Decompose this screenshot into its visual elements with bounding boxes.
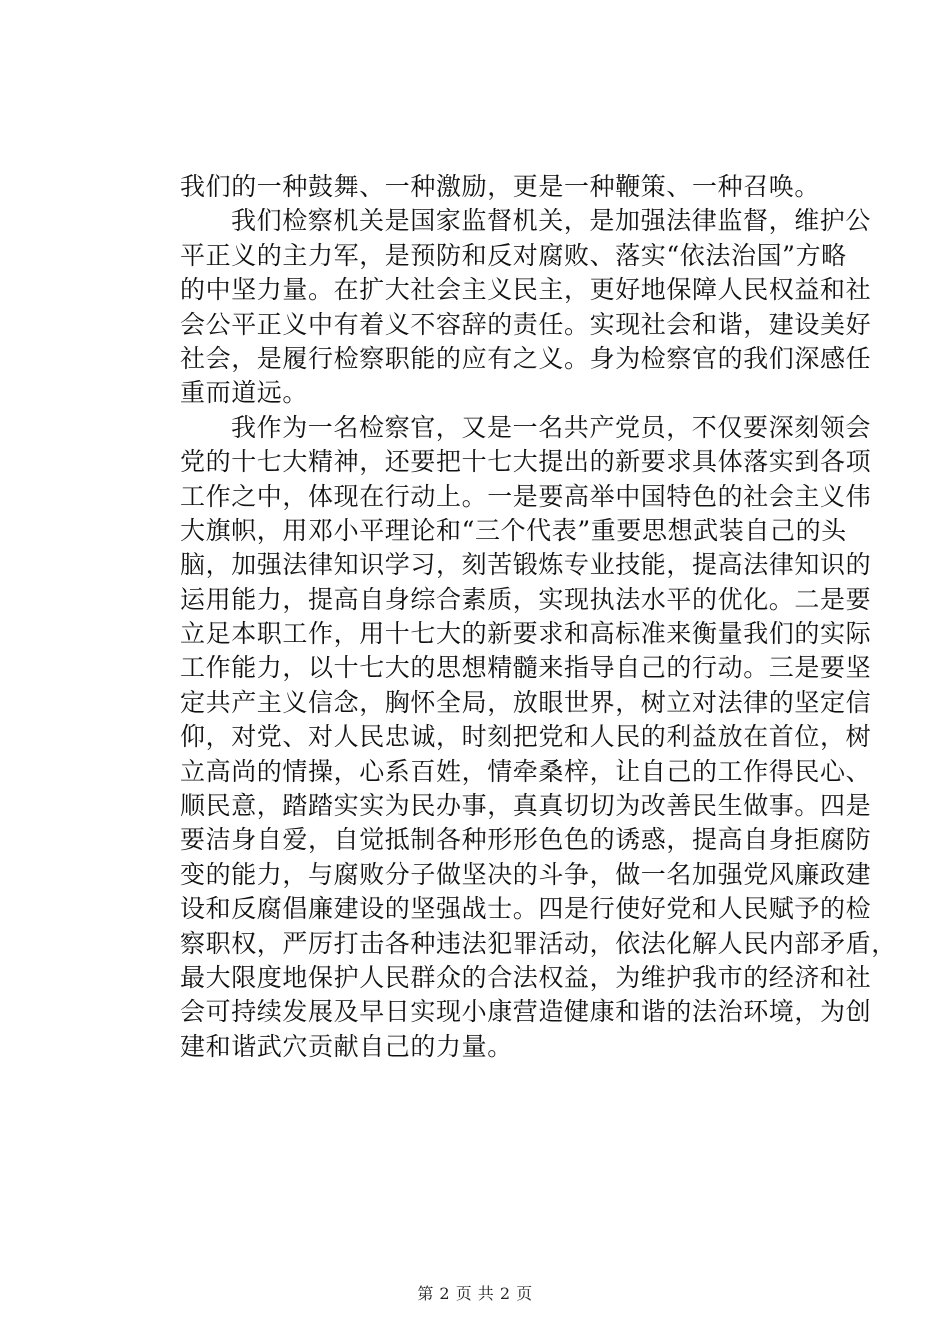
text-line: 定共产主义信念，胸怀全局，放眼世界，树立对法律的坚定信 — [180, 687, 872, 717]
text-line: 会公平正义中有着义不容辞的责任。实现社会和谐，建设美好 — [180, 309, 872, 339]
text-line: 建和谐武穴贡献自己的力量。 — [180, 1031, 513, 1061]
text-line: 的中坚力量。在扩大社会主义民主，更好地保障人民权益和社 — [180, 275, 872, 305]
text-line: 最大限度地保护人民群众的合法权益，为维护我市的经济和社 — [180, 962, 872, 992]
text-line: 察职权，严厉打击各种违法犯罪活动，依法化解人民内部矛盾， — [180, 928, 897, 958]
text-line: 重而道远。 — [180, 378, 309, 408]
text-line: 变的能力，与腐败分子做坚决的斗争，做一名加强党风廉政建 — [180, 859, 872, 889]
text-line: 仰，对党、对人民忠诚，时刻把党和人民的利益放在首位，树 — [180, 722, 872, 752]
text-line: 要洁身自爱，自觉抵制各种形形色色的诱惑，提高自身拒腐防 — [180, 825, 872, 855]
body-text — [180, 170, 897, 1064]
text-line: 平正义的主力军，是预防和反对腐败、落实“依法治国”方略 — [180, 240, 847, 270]
text-line: 立高尚的情操，心系百姓，情牵桑梓，让自己的工作得民心、 — [180, 756, 872, 786]
text-line: 我们的一种鼓舞、一种激励，更是一种鞭策、一种召唤。 — [180, 172, 821, 201]
text-line: 运用能力，提高自身综合素质，实现执法水平的优化。二是要 — [180, 584, 872, 614]
text-line: 社会，是履行检察职能的应有之义。身为检察官的我们深感任 — [180, 343, 872, 373]
text-line: 设和反腐倡廉建设的坚强战士。四是行使好党和人民赋予的检 — [180, 894, 872, 924]
text-line: 工作之中，体现在行动上。一是要高举中国特色的社会主义伟 — [180, 481, 872, 511]
text-line: 党的十七大精神，还要把十七大提出的新要求具体落实到各项 — [180, 447, 872, 477]
text-line: 顺民意，踏踏实实为民办事，真真切切为改善民生做事。四是 — [180, 791, 872, 821]
text-line: 我作为一名检察官，又是一名共产党员，不仅要深刻领会 — [231, 412, 872, 442]
page-number-footer: 第 2 页 共 2 页 — [417, 1284, 533, 1303]
text-line: 大旗帜，用邓小平理论和“三个代表”重要思想武装自己的头 — [180, 515, 847, 545]
text-line: 工作能力，以十七大的思想精髓来指导自己的行动。三是要坚 — [180, 653, 872, 683]
text-line: 立足本职工作，用十七大的新要求和高标准来衡量我们的实际 — [180, 619, 872, 649]
text-line: 脑，加强法律知识学习，刻苦锻炼专业技能，提高法律知识的 — [180, 550, 872, 580]
text-line: 会可持续发展及早日实现小康营造健康和谐的法治环境，为创 — [180, 997, 872, 1027]
text-line: 我们检察机关是国家监督机关，是加强法律监督，维护公 — [231, 206, 872, 236]
